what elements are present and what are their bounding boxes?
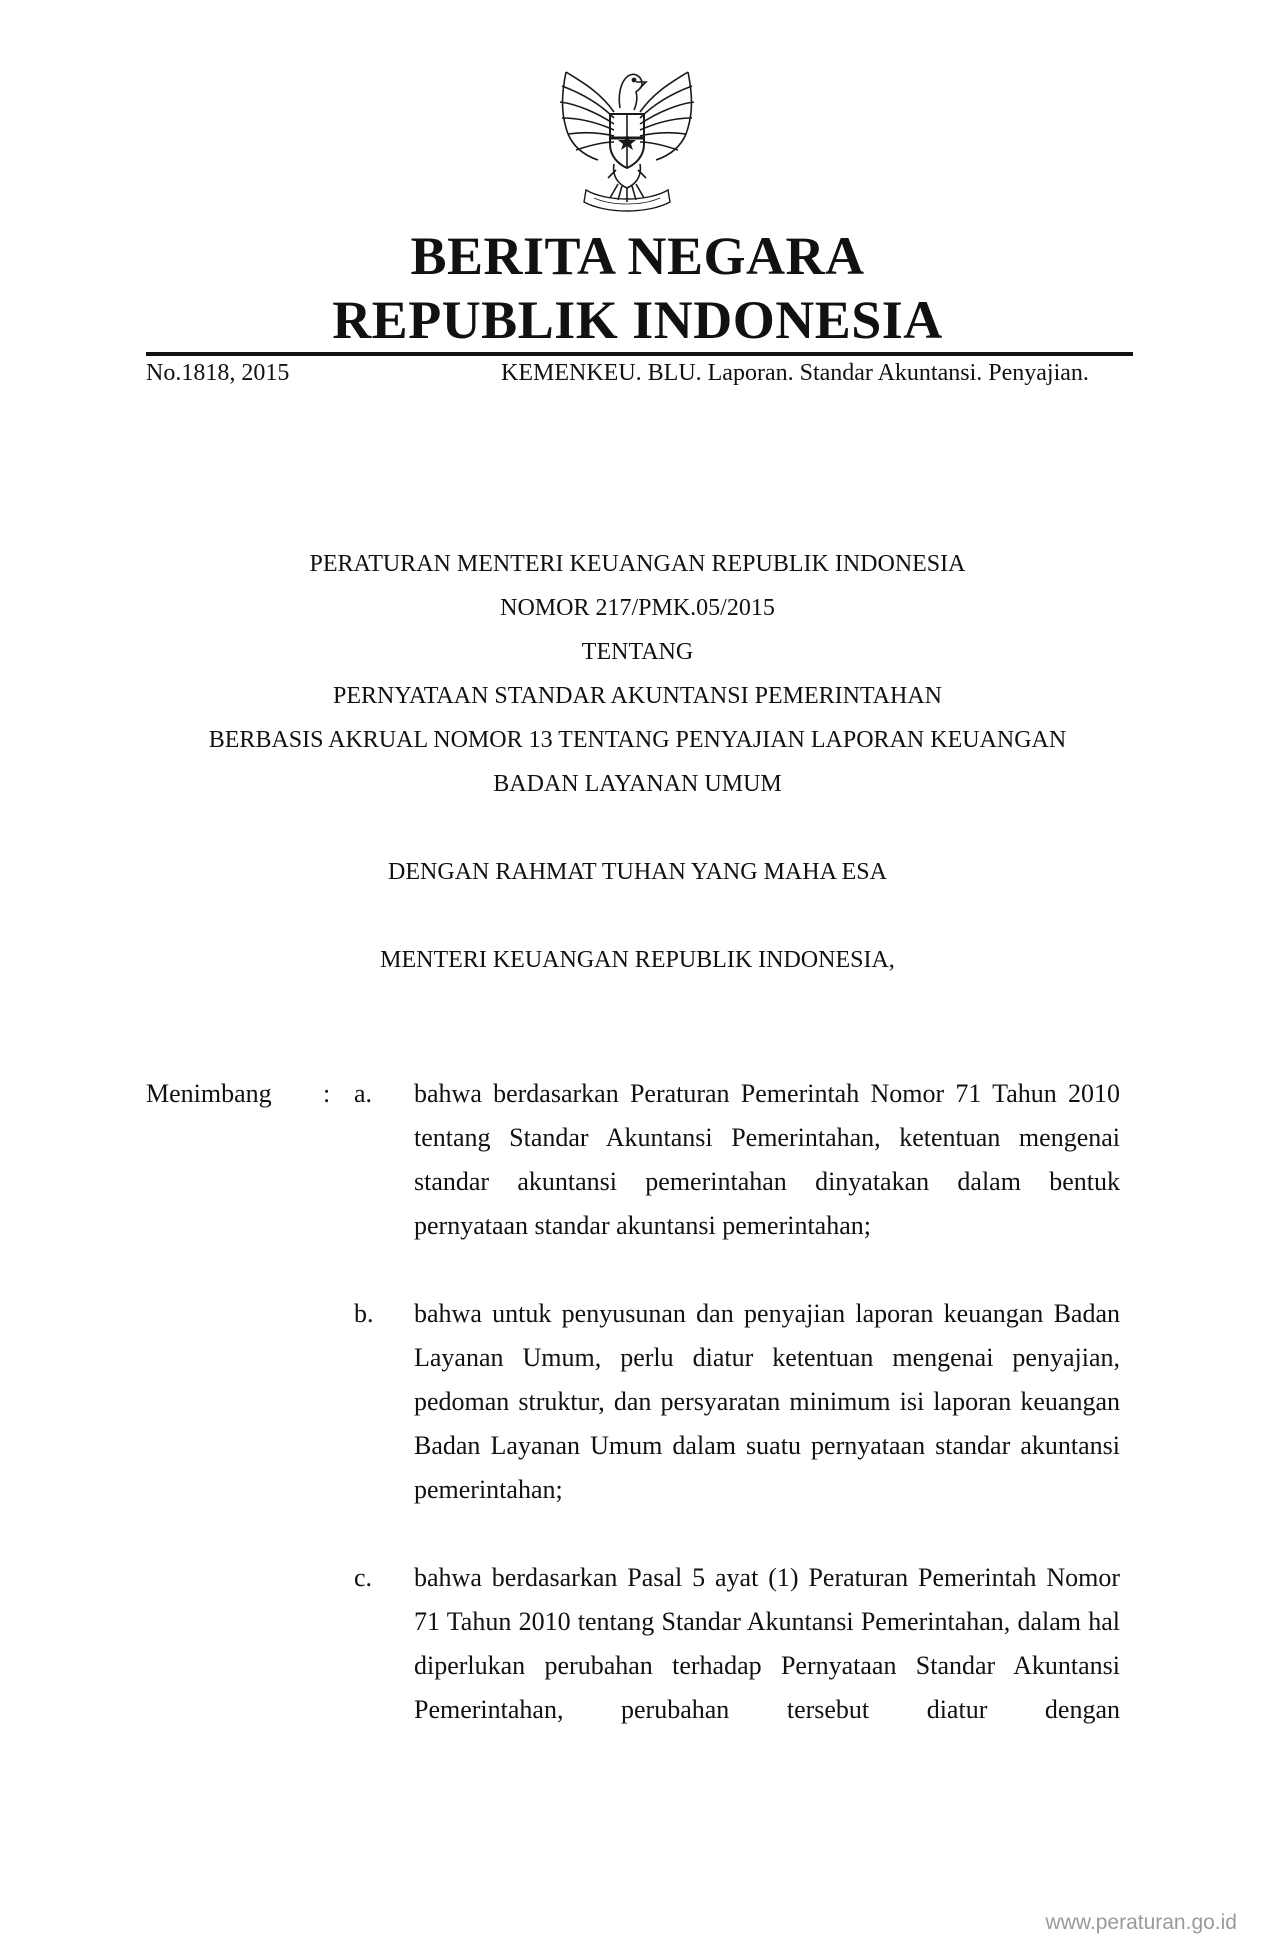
consideration-marker: c. <box>354 1563 373 1592</box>
consideration-text: bahwa untuk penyusunan dan penyajian laporan keuangan Badan Layanan Umum, perlu diatur ketentuan mengenai penyajian, pedoman struktur, dan persyaratan minimum isi laporan keuangan Badan Layanan Umum dalam suatu pernyataan standar akuntansi pemerintahan; <box>414 1299 1120 1504</box>
source-watermark: www.peraturan.go.id <box>1045 1911 1237 1934</box>
regulation-about: TENTANG <box>581 639 694 665</box>
masthead-title: BERITA NEGARA <box>410 226 865 286</box>
invocation: DENGAN RAHMAT TUHAN YANG MAHA ESA <box>388 859 887 885</box>
issue-subject: KEMENKEU. BLU. Laporan. Standar Akuntansi. Penyajian. <box>501 360 1089 386</box>
issue-number: No.1818, 2015 <box>146 360 290 386</box>
regulation-subject-line: BERBASIS AKRUAL NOMOR 13 TENTANG PENYAJIAN LAPORAN KEUANGAN <box>208 727 1067 753</box>
considerations-separator: : <box>323 1079 331 1108</box>
considerations-label: Menimbang <box>146 1079 272 1108</box>
garuda-emblem-icon <box>552 52 702 220</box>
consideration-marker: a. <box>354 1079 373 1108</box>
regulation-title-line: PERATURAN MENTERI KEUANGAN REPUBLIK INDONESIA <box>309 551 966 577</box>
issuer: MENTERI KEUANGAN REPUBLIK INDONESIA, <box>380 947 895 973</box>
consideration-text: bahwa berdasarkan Pasal 5 ayat (1) Peraturan Pemerintah Nomor 71 Tahun 2010 tentang Standar Akuntansi Pemerintahan, dalam hal diperlukan perubahan terhadap Pernyataan Standar Akuntansi Pemerintahan, perubahan tersebut diatur dengan <box>414 1563 1120 1724</box>
masthead-subtitle: REPUBLIK INDONESIA <box>332 290 943 350</box>
regulation-subject-line: PERNYATAAN STANDAR AKUNTANSI PEMERINTAHAN <box>333 683 942 709</box>
consideration-marker: b. <box>354 1299 374 1328</box>
regulation-subject-line: BADAN LAYANAN UMUM <box>493 771 782 797</box>
consideration-text: bahwa berdasarkan Peraturan Pemerintah Nomor 71 Tahun 2010 tentang Standar Akuntansi Pemerintahan, ketentuan mengenai standar akuntansi pemerintahan dinyatakan dalam bentuk pernyataan standar akuntansi pemerintahan; <box>414 1079 1120 1240</box>
header-divider <box>146 352 1133 356</box>
regulation-number: NOMOR 217/PMK.05/2015 <box>500 595 775 621</box>
